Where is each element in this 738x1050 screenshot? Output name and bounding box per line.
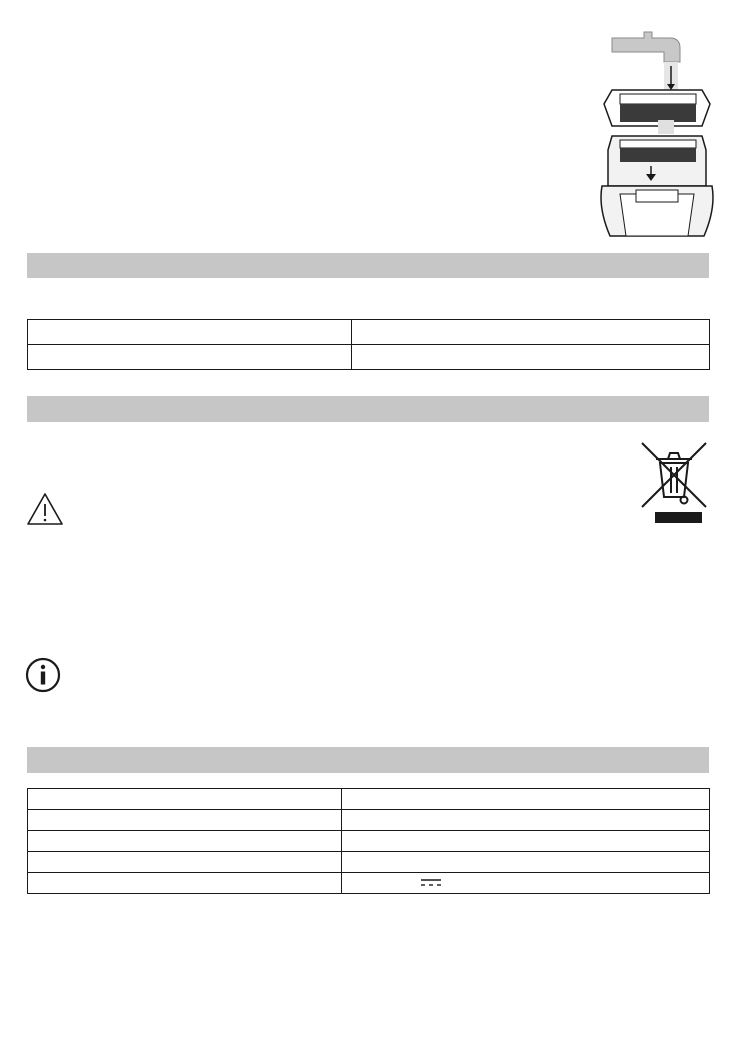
table-row bbox=[28, 345, 710, 370]
table-row bbox=[28, 810, 710, 831]
table-row bbox=[28, 852, 710, 873]
table-cell bbox=[28, 320, 352, 345]
table-cell bbox=[28, 789, 342, 810]
section-header-1 bbox=[27, 253, 709, 278]
table-row bbox=[28, 320, 710, 345]
section-header-3 bbox=[27, 747, 709, 773]
info-circle-icon bbox=[25, 657, 61, 693]
table-cell bbox=[28, 831, 342, 852]
spec-table-2 bbox=[27, 788, 710, 894]
table-cell bbox=[28, 345, 352, 370]
section-header-2 bbox=[27, 396, 709, 422]
table-cell bbox=[28, 810, 342, 831]
table-cell bbox=[352, 320, 710, 345]
table-row bbox=[28, 873, 710, 894]
table-cell bbox=[28, 873, 342, 894]
table-cell bbox=[352, 345, 710, 370]
table-cell bbox=[342, 852, 710, 873]
table-cell bbox=[342, 831, 710, 852]
shaver-rinse-illustration bbox=[598, 28, 718, 240]
table-cell bbox=[342, 810, 710, 831]
table-cell bbox=[342, 789, 710, 810]
table-row bbox=[28, 789, 710, 810]
spec-table-1 bbox=[27, 319, 710, 370]
table-cell bbox=[28, 852, 342, 873]
warning-triangle-icon bbox=[26, 492, 64, 526]
crossed-out-wheelie-bin-icon bbox=[640, 441, 708, 525]
direct-current-symbol bbox=[420, 878, 442, 888]
table-row bbox=[28, 831, 710, 852]
table-cell bbox=[342, 873, 710, 894]
